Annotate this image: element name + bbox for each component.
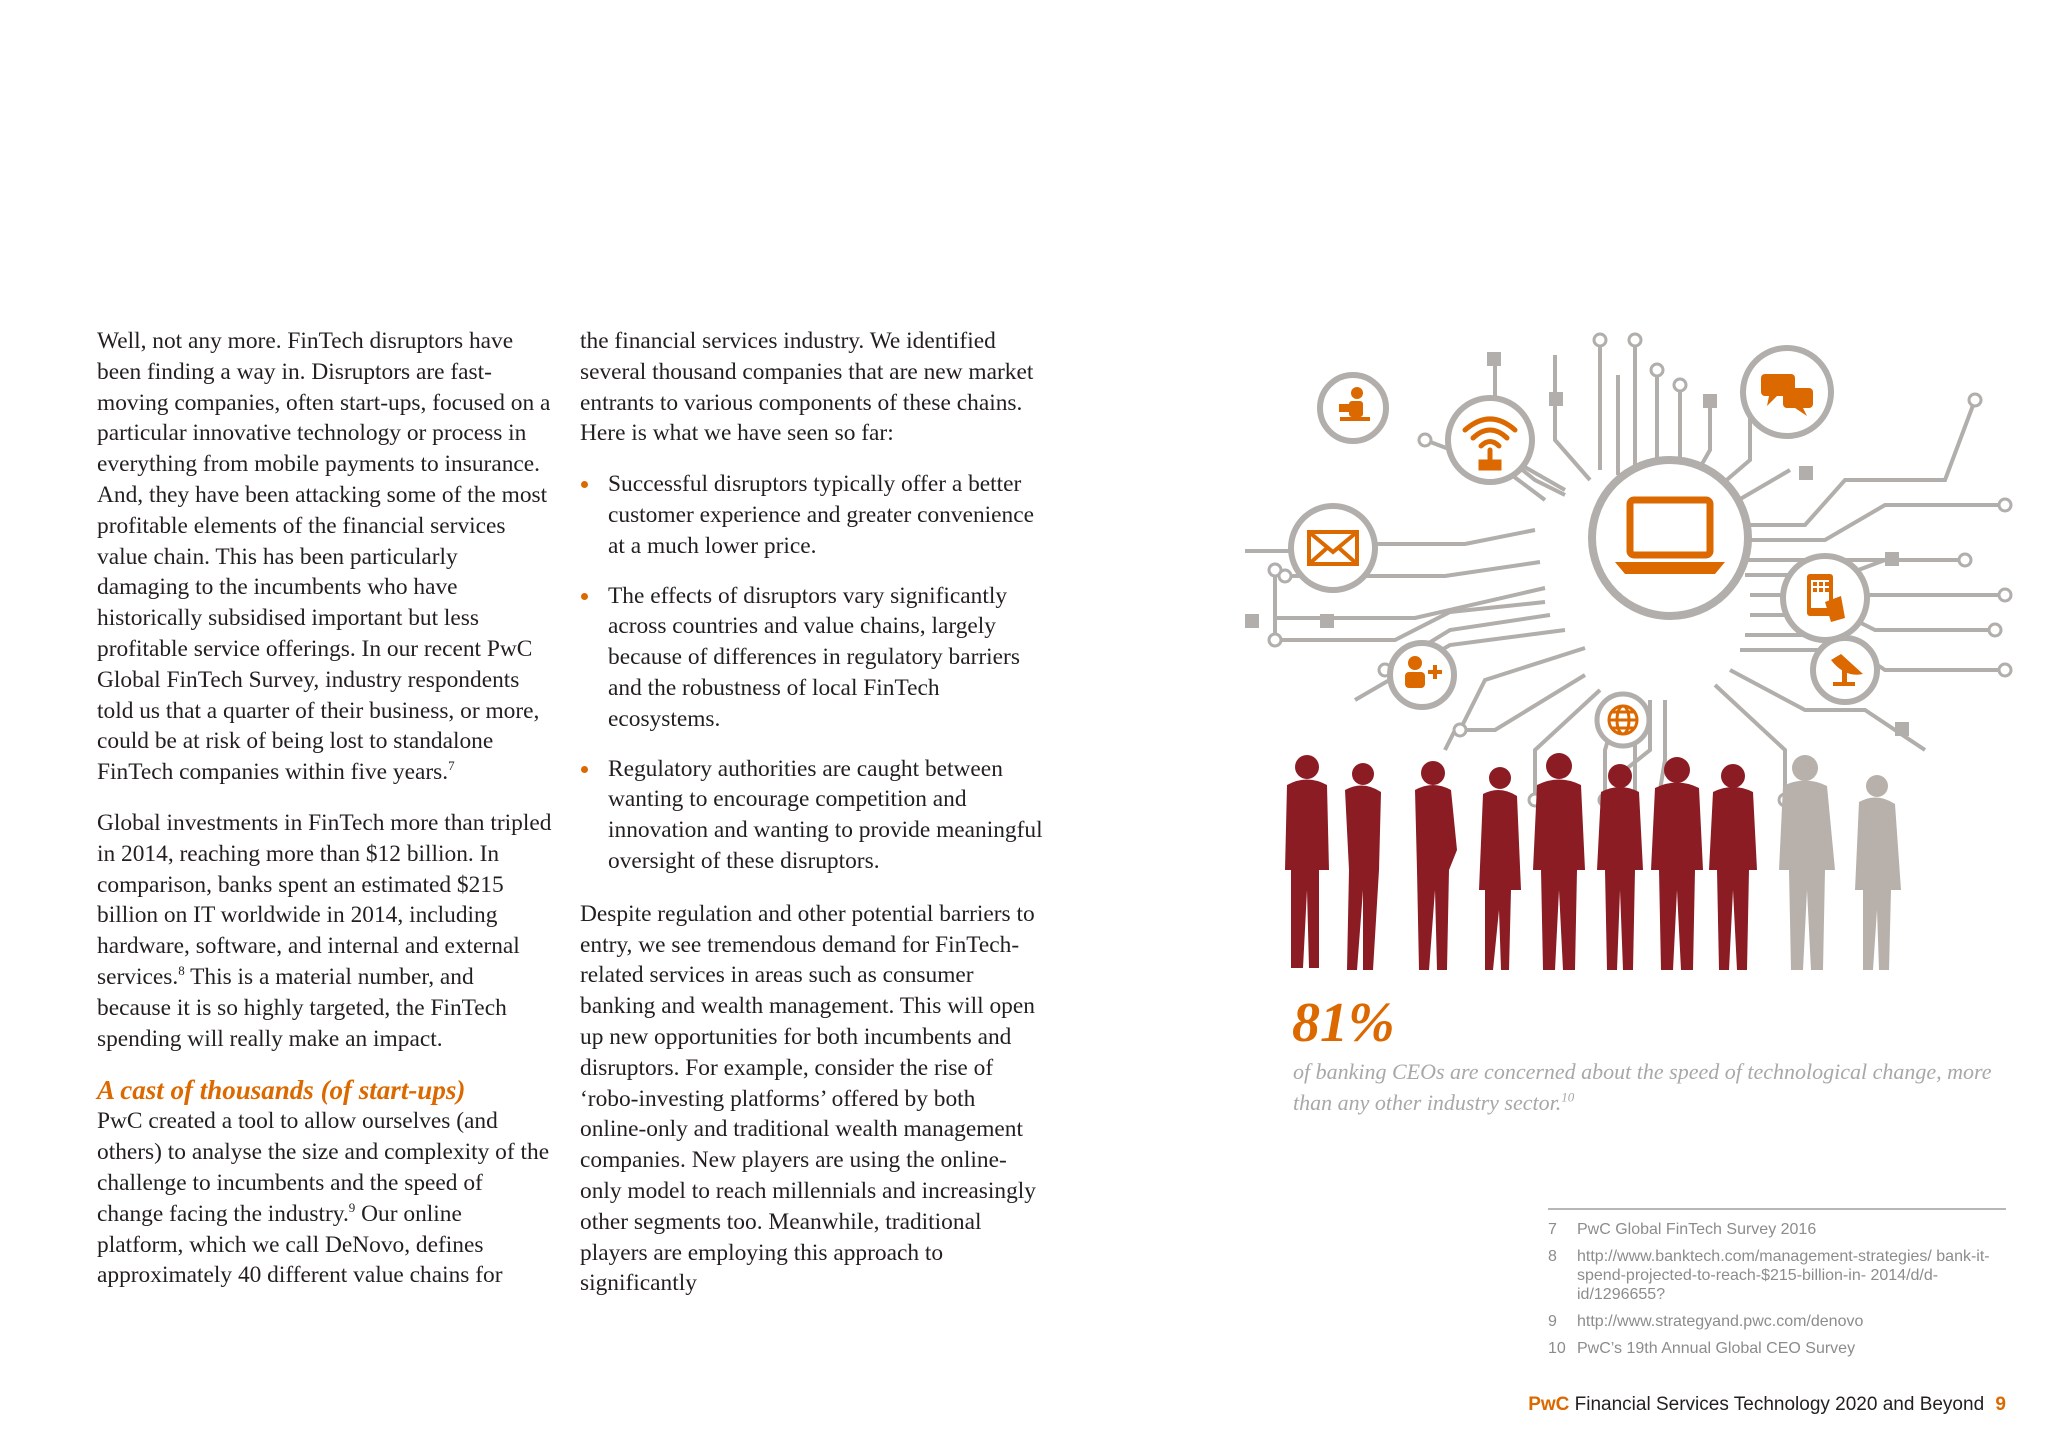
section-subheading: A cast of thousands (of start-ups) [97,1075,466,1106]
person-silhouette [1855,775,1901,970]
fintech-network-illustration [1245,330,2025,1010]
wifi-node [1448,398,1532,482]
footnote-ref: 10 [1561,1089,1575,1105]
footnote-ref: 8 [178,963,185,979]
business-people-silhouettes [1285,753,1901,970]
paragraph: Despite regulation and other potential barriers to entry, we see tremendous demand for FinTech-related services in areas such as consumer banking and wealth management. This will open up new opportunities for both incumbents and disruptors. For example, consider the rise of ‘robo-investing platforms’ offered by both online-only and traditional wealth management companies. New players are using the online-only model to reach millennials and increasingly other segments too. Meanwhile, traditional players are employing this approach to significantly [580,900,1036,1297]
footnote-link[interactable]: http://www.banktech.com/management-strategies/ bank-it-spend-projected-to-reach-$215-billion-in- 2014/d/d-id/1296655? [1577,1248,1990,1303]
person-silhouette [1479,767,1521,970]
person-silhouette [1779,755,1835,970]
stat-caption: of banking CEOs are concerned about the speed of technological change, more than any other industry sector.$^{10}$ [1293,1059,1992,1115]
page-footer [1528,1394,2006,1416]
envelope-node [1291,506,1375,590]
person-silhouette [1285,755,1329,968]
footnote-divider [1548,1208,2006,1210]
dark-silhouettes [1285,753,1757,970]
bullet-item: The effects of disruptors vary significantly across countries and value chains, largely because of differences in regulatory barriers and the robustness of local FinTech ecosystems. [580,581,1045,735]
paragraph: Well, not any more. FinTech disruptors have been finding a way in. Disruptors are fast-moving companies, often start-ups, focused on a particular innovative technology or process in everything from mobile payments to insurance. And, they have been attacking some of the most profitable elements of the financial services value chain. This has been particularly damaging to the incumbents who have historically subsidised important but less profitable service offerings. In our recent PwC Global FinTech Survey, industry respondents told us that a quarter of their business, or more, could be at risk of being lost to standalone FinTech companies within five years.$^7$ [97,328,551,786]
brand-name: PwC [1528,1394,1570,1415]
footnote-item: 7 PwC Global FinTech Survey 2016 [1548,1221,1817,1238]
chat-node [1743,348,1831,436]
people-node [1390,643,1454,707]
bullet-icon [581,593,588,600]
footnote-ref: 9 [348,1199,356,1215]
person-silhouette [1597,764,1643,970]
page-number: 9 [1995,1394,2006,1415]
footnote-link[interactable]: http://www.strategyand.pwc.com/denovo [1577,1313,1864,1330]
bullet-item: Regulatory authorities are caught between wanting to encourage competition and innovation and wanting to provide meaningful oversight of these disruptors. [580,754,1045,877]
footnote-ref: 7 [448,758,455,774]
person-silhouette [1345,763,1381,970]
person-silhouette [1415,761,1457,970]
mobile-node [1783,556,1867,640]
footnote-item[interactable]: 9 http://www.strategyand.pwc.com/denovo [1548,1312,2008,1331]
stat-number: 81% [1292,992,1395,1054]
paragraph: PwC created a tool to allow ourselves (and others) to analyse the size and complexity of the challenge to incumbents and the speed of change facing the industry.$^9$ Our online platform, which we call DeNovo, defines approximately 40 different value chains for [97,1108,550,1289]
satellite-node [1813,638,1877,702]
footnotes [1548,1220,2008,1366]
bullet-list [580,469,1045,877]
laptop-hub [1592,460,1748,616]
bullet-item: Successful disruptors typically offer a better customer experience and greater convenience at a much lower price. [580,469,1045,561]
body-column-right [580,326,1045,1319]
person-desk-node [1320,375,1386,441]
person-silhouette [1709,764,1757,970]
person-silhouette [1533,753,1585,970]
footnote-item: 10 PwC’s 19th Annual Global CEO Survey [1548,1340,1856,1357]
publication-title: Financial Services Technology 2020 and Beyond [1574,1394,1985,1415]
globe-node [1597,694,1649,746]
bullet-icon [581,766,588,773]
paragraph: Global investments in FinTech more than tripled in 2014, reaching more than $12 billion. In comparison, banks spent an estimated $215 billion on IT worldwide in 2014, including hardware, software, and internal and external services.$^8$ This is a material number, and because it is so highly targeted, the FinTech spending will really make an impact. [97,809,552,1052]
bullet-icon [581,481,588,488]
person-silhouette [1651,757,1703,970]
paragraph: the financial services industry. We identified several thousand companies that are new market entrants to various components of these chains. Here is what we have seen so far: [580,328,1034,447]
body-column-left [97,326,552,1311]
footnote-item[interactable]: 8 http://www.banktech.com/management-strategies/ bank-it-spend-projected-to-reach-$215-billion-in- 2014/d/d-id/1296655? [1548,1247,2008,1304]
light-silhouettes [1779,755,1901,970]
